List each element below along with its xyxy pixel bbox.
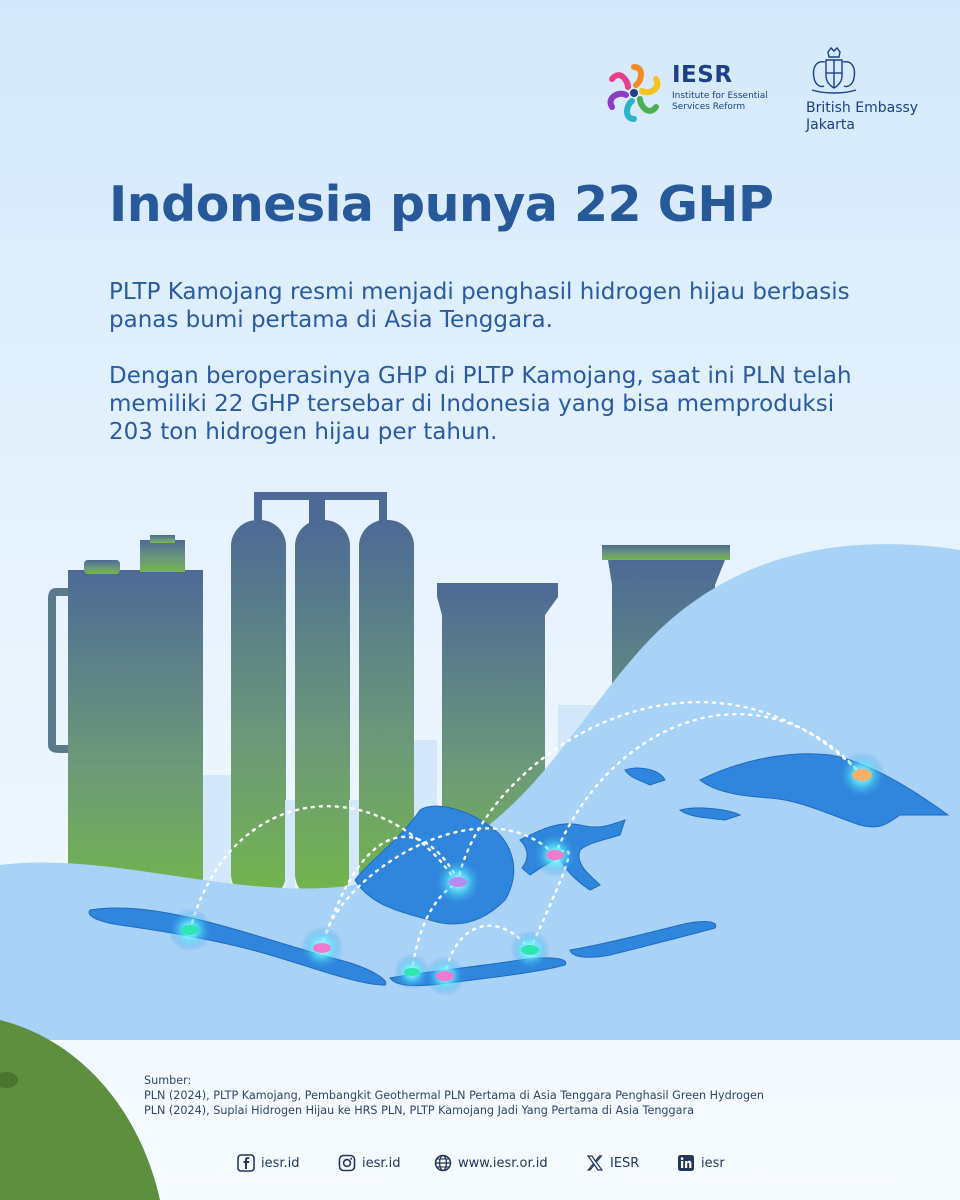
embassy-name xyxy=(806,100,936,134)
sources-label: Sumber: xyxy=(144,1074,192,1087)
social-label: iesr.id xyxy=(261,1155,300,1171)
social-instagram[interactable] xyxy=(338,1154,401,1172)
social-linkedin[interactable] xyxy=(677,1154,725,1172)
illustration-factory-map xyxy=(0,480,960,1040)
detail-paragraph: Dengan beroperasinya GHP di PLTP Kamojang, saat ini PLN telah memiliki 22 GHP tersebar di Indonesia yang bisa memproduksi 203 ton hidrogen hijau per tahun. xyxy=(109,363,852,445)
social-facebook[interactable] xyxy=(237,1154,300,1172)
instagram-icon xyxy=(338,1154,356,1172)
source-item: PLN (2024), PLTP Kamojang, Pembangkit Geothermal PLN Pertama di Asia Tenggara Penghasil Green Hydrogen xyxy=(144,1089,765,1102)
iesr-tagline: Institute for Essential Services Reform xyxy=(672,91,768,112)
iesr-name: IESR xyxy=(672,62,733,88)
page-title: Indonesia punya 22 GHP xyxy=(109,176,774,233)
social-label: iesr xyxy=(701,1155,725,1171)
embassy-city: Jakarta xyxy=(806,117,855,133)
globe-icon xyxy=(434,1154,452,1172)
social-label: www.iesr.or.id xyxy=(458,1155,548,1171)
facebook-icon xyxy=(237,1154,255,1172)
source-item: PLN (2024), Suplai Hidrogen Hijau ke HRS PLN, PLTP Kamojang Jadi Yang Pertama di Asia Tenggara xyxy=(144,1104,694,1117)
linkedin-icon xyxy=(677,1154,695,1172)
intro-paragraph: PLTP Kamojang resmi menjadi penghasil hidrogen hijau berbasis panas bumi pertama di Asia Tenggara. xyxy=(109,279,850,333)
social-x[interactable] xyxy=(586,1154,639,1172)
social-website[interactable] xyxy=(434,1154,548,1172)
sources-block xyxy=(144,1073,924,1118)
social-label: IESR xyxy=(610,1155,640,1171)
royal-coat-of-arms-icon xyxy=(806,46,862,96)
x-icon xyxy=(586,1154,604,1172)
social-label: iesr.id xyxy=(362,1155,401,1171)
embassy-name-line: British Embassy xyxy=(806,100,919,116)
